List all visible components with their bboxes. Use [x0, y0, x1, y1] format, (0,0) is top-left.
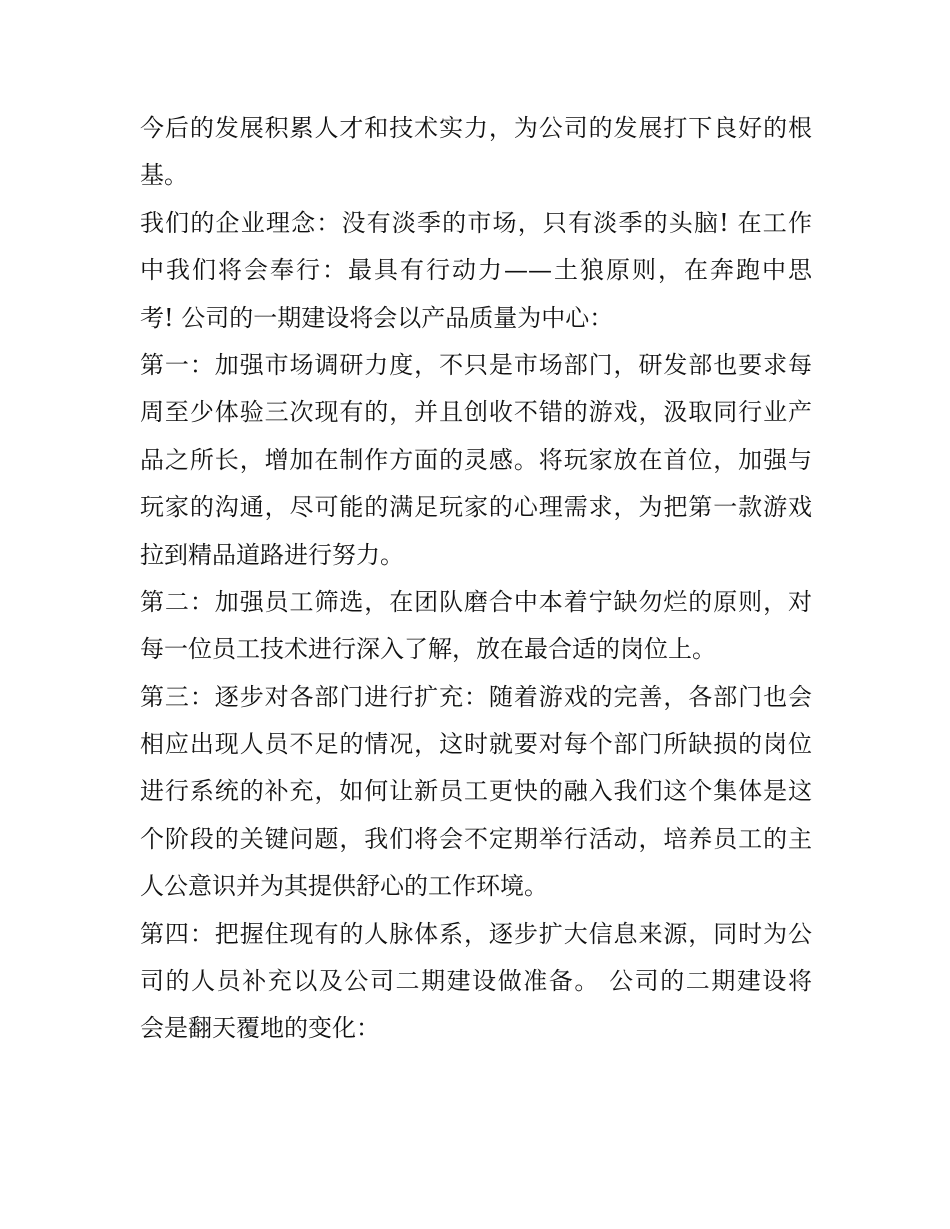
text-line: 基。 — [140, 161, 188, 190]
text-line: 会是翻天覆地的变化： — [140, 1014, 380, 1043]
text-line: 考! 公司的一期建设将会以产品质量为中心： — [140, 303, 614, 332]
text-line: 品之所长，增加在制作方面的灵感。将玩家放在首位，加强与 — [140, 445, 812, 474]
text-line: 第二：加强员工筛选，在团队磨合中本着宁缺勿烂的原则，对 — [140, 587, 812, 616]
text-line: 相应出现人员不足的情况，这时就要对每个部门所缺损的岗位 — [140, 730, 812, 759]
text-line: 中我们将会奉行：最具有行动力——土狼原则，在奔跑中思 — [140, 256, 812, 285]
text-line: 第三：逐步对各部门进行扩充：随着游戏的完善，各部门也会 — [140, 682, 812, 711]
text-line: 每一位员工技术进行深入了解，放在最合适的岗位上。 — [140, 635, 716, 664]
text-line: 周至少体验三次现有的，并且创收不错的游戏，汲取同行业产 — [140, 398, 812, 427]
document-body — [140, 105, 812, 1053]
text-line: 司的人员补充以及公司二期建设做准备。 公司的二期建设将 — [140, 967, 812, 996]
text-line: 今后的发展积累人才和技术实力，为公司的发展打下良好的根 — [140, 114, 812, 142]
text-line: 我们的企业理念：没有淡季的市场，只有淡季的头脑! 在工作 — [140, 208, 812, 237]
text-line: 第一：加强市场调研力度，不只是市场部门，研发部也要求每 — [140, 350, 812, 379]
text-line: 玩家的沟通，尽可能的满足玩家的心理需求，为把第一款游戏 — [140, 493, 812, 522]
text-line: 拉到精品道路进行努力。 — [140, 540, 404, 569]
text-line: 个阶段的关键问题，我们将会不定期举行活动，培养员工的主 — [140, 824, 812, 853]
text-line: 第四：把握住现有的人脉体系，逐步扩大信息来源，同时为公 — [140, 919, 812, 948]
text-line: 人公意识并为其提供舒心的工作环境。 — [140, 872, 548, 901]
text-line: 进行系统的补充，如何让新员工更快的融入我们这个集体是这 — [140, 777, 812, 806]
